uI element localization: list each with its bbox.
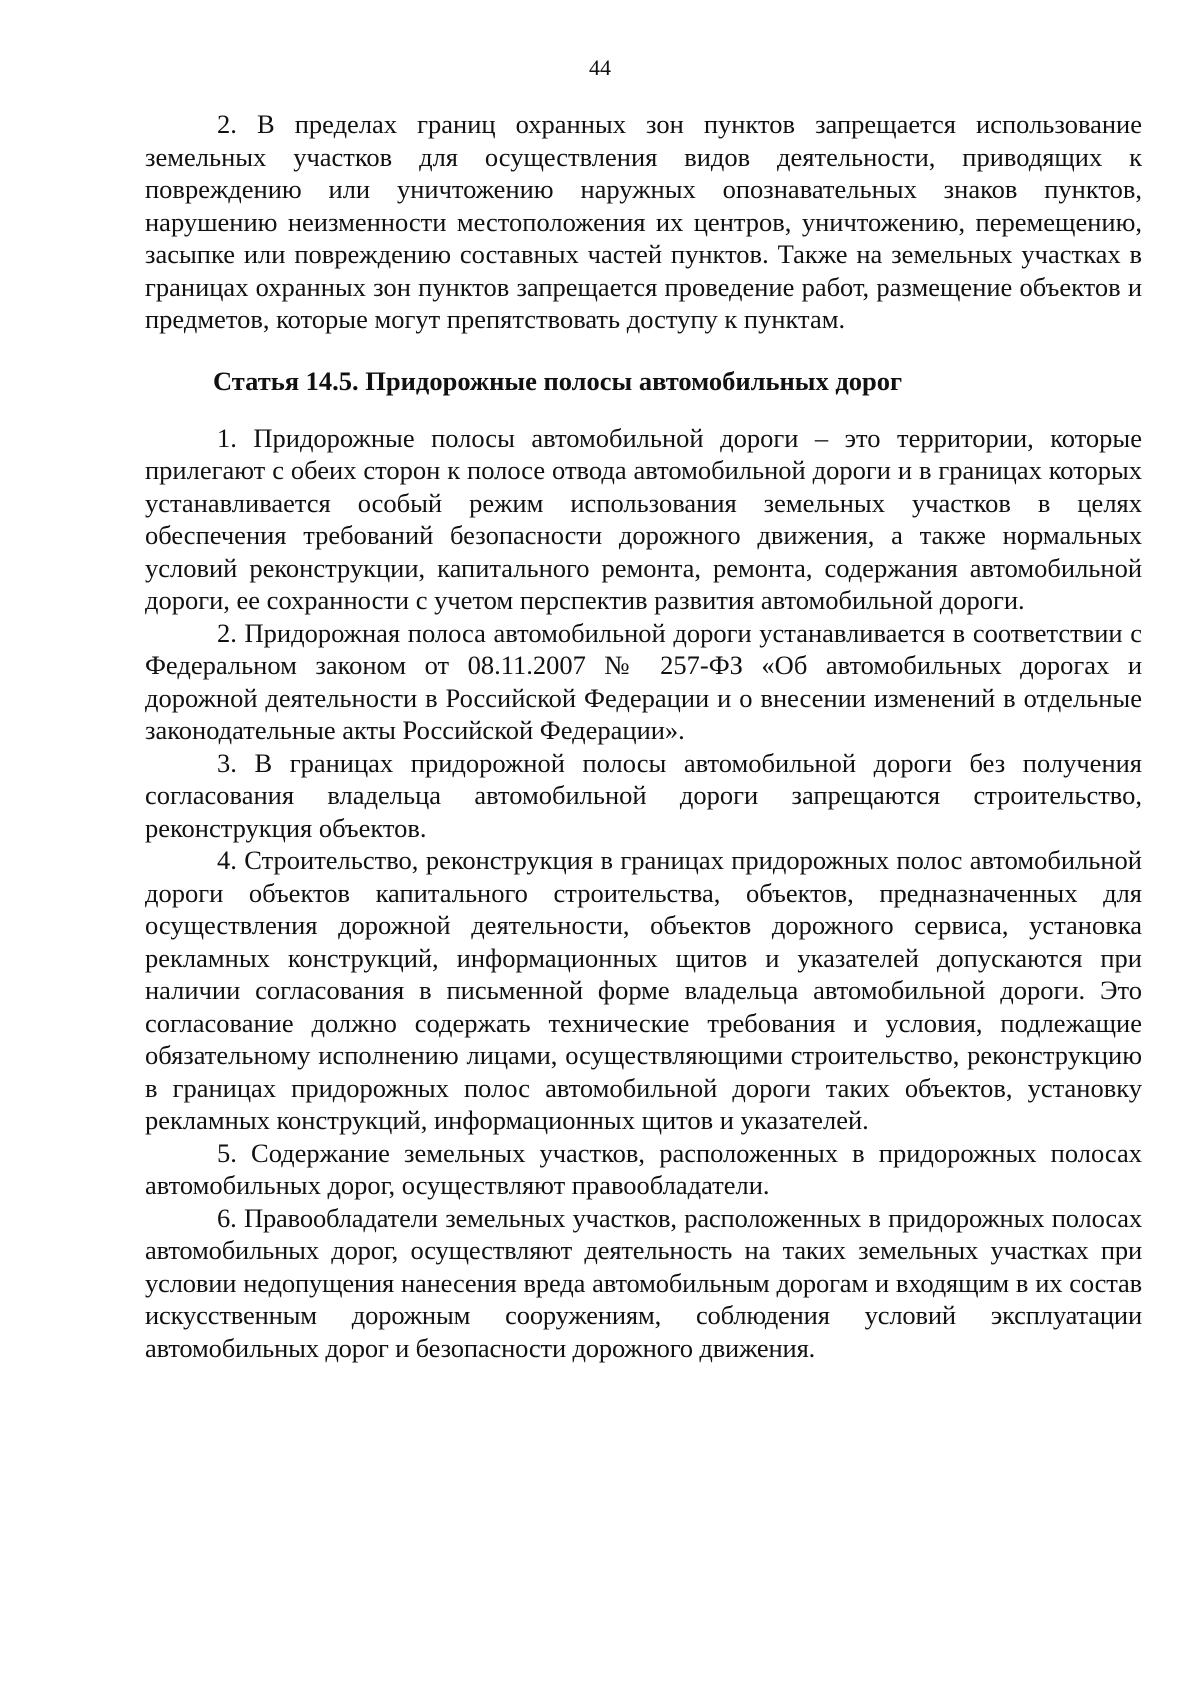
document-body xyxy=(145,108,1142,1364)
paragraph-5: 5. Содержание земельных участков, расположенных в придорожных полосах автомобильных дорог, осуществляют правообладатели. xyxy=(145,1137,1142,1200)
paragraph-4: 4. Строительство, реконструкция в границах придорожных полос автомобильной дороги объектов капитального строительства, объектов, предназначенных для осуществления дорожной деятельности, объектов дорожного сервиса, установка рекламных конструкций, информационных щитов и указателей допускаются при наличии согласования в письменной форме владельца автомобильной дороги. Это согласование должно содержать технические требования и условия, подлежащие обязательному исполнению лицами, осуществляющими строительство, реконструкцию в границах придорожных полос автомобильной дороги таких объектов, установку рекламных конструкций, информационных щитов и указателей. xyxy=(145,845,1142,1135)
paragraph-protection-zones: 2. В пределах границ охранных зон пунктов запрещается использование земельных участков для осуществления видов деятельности, приводящих к повреждению или уничтожению наружных опознавательных знаков пунктов, нарушению неизменности местоположения их центров, уничтожению, перемещению, засыпке или повреждению составных частей пунктов. Также на земельных участках в границах охранных зон пунктов запрещается проведение работ, размещение объектов и предметов, которые могут препятствовать доступу к пунктам. xyxy=(145,109,1142,334)
paragraph-6: 6. Правообладатели земельных участков, расположенных в придорожных полосах автомобильных дорог, осуществляют деятельность на таких земельных участках при условии недопущения нанесения вреда автомобильным дорогам и входящим в их состав искусственным дорожным сооружениям, соблюдения условий эксплуатации автомобильных дорог и безопасности дорожного движения. xyxy=(145,1202,1142,1363)
paragraph-2: 2. Придорожная полоса автомобильной дороги устанавливается в соответствии с Федеральном законом от 08.11.2007 № 257-ФЗ «Об автомобильных дорогах и дорожной деятельности в Российской Федерации и о внесении изменений в отдельные законодательные акты Российской Федерации». xyxy=(145,617,1142,745)
page-number: 44 xyxy=(589,55,611,80)
paragraph-1: 1. Придорожные полосы автомобильной дороги – это территории, которые прилегают с обеих сторон к полосе отвода автомобильной дороги и в границах которых устанавливается особый режим использования земельных участков в целях обеспечения требований безопасности дорожного движения, а также нормальных условий реконструкции, капитального ремонта, ремонта, содержания автомобильной дороги, ее сохранности с учетом перспектив развития автомобильной дороги. xyxy=(145,422,1142,615)
paragraph-3: 3. В границах придорожной полосы автомобильной дороги без получения согласования владельца автомобильной дороги запрещаются строительство, реконструкция объектов. xyxy=(145,747,1142,843)
article-heading: Статья 14.5. Придорожные полосы автомобильных дорог xyxy=(213,365,903,396)
